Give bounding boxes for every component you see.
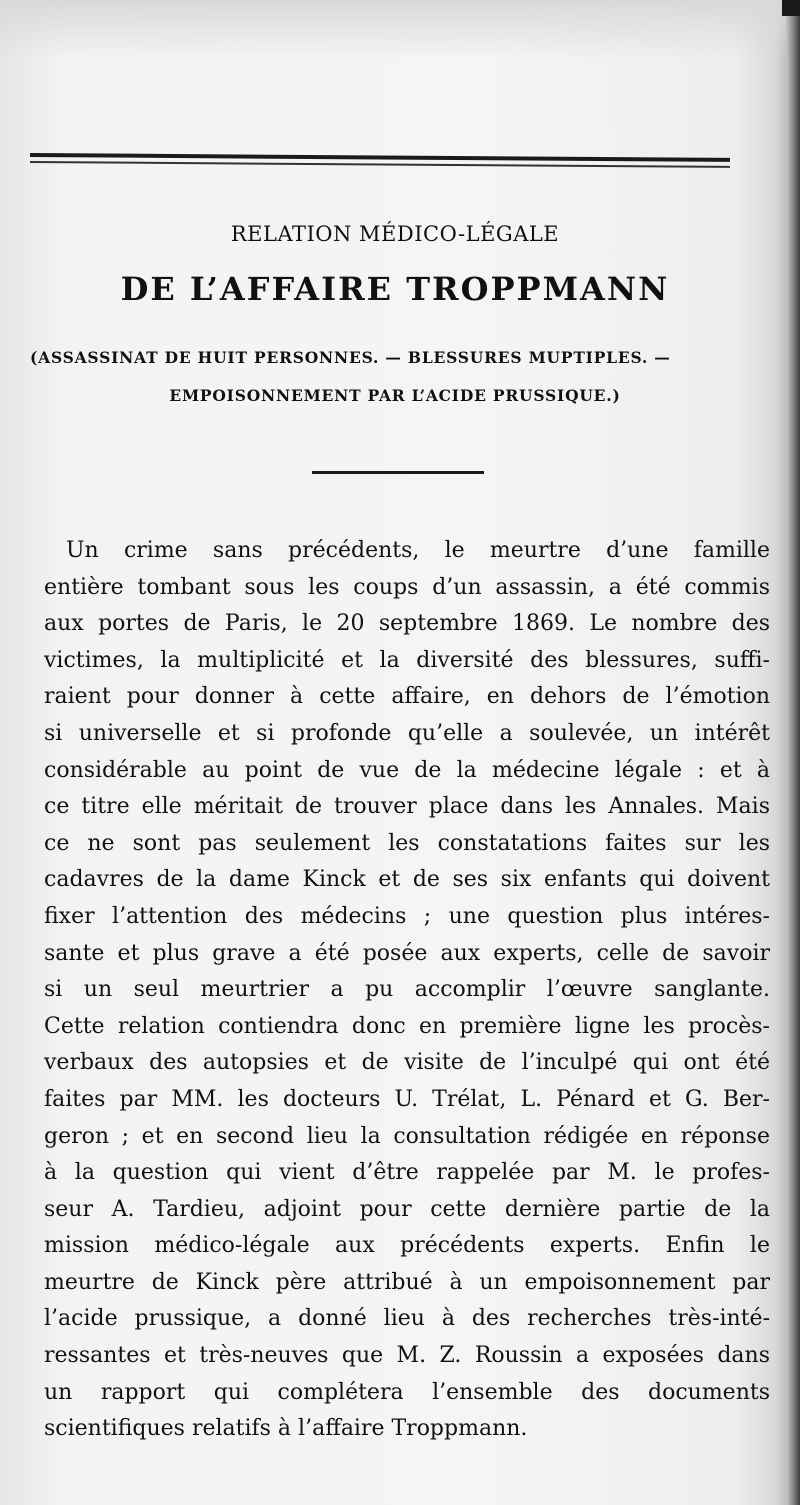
header-rule-thin	[30, 161, 730, 168]
body-line: ressantes et très-neuves que M. Z. Roussin a exposées dans	[44, 1343, 770, 1369]
body-line: aux portes de Paris, le 20 septembre 1869. Le nombre des	[44, 611, 770, 637]
body-line: geron ; et en second lieu la consultation rédigée en réponse	[44, 1123, 770, 1149]
body-line: cadavres de la dame Kinck et de ses six enfants qui doivent	[44, 867, 770, 893]
body-line: l’acide prussique, a donné lieu à des recherches très-inté-	[44, 1306, 770, 1332]
body-line: faites par MM. les docteurs U. Trélat, L. Pénard et G. Ber-	[44, 1086, 770, 1112]
body-line: mission médico-légale aux précédents experts. Enfin le	[44, 1233, 770, 1259]
body-line: Cette relation contiendra donc en première ligne les procès-	[44, 1013, 770, 1039]
body-line: Un crime sans précédents, le meurtre d’une famille	[66, 538, 770, 563]
body-line: ce ne sont pas seulement les constatations faites sur les	[44, 830, 770, 856]
body-line: si un seul meurtrier a pu accomplir l’œuvre sanglante.	[44, 977, 770, 1003]
body-line: meurtre de Kinck père attribué à un empoisonnement par	[44, 1269, 770, 1295]
body-line: verbaux des autopsies et de visite de l’inculpé qui ont été	[44, 1050, 770, 1076]
body-line: si universelle et si profonde qu’elle a soulevée, un intérêt	[44, 720, 770, 746]
subtitle-line-1: (ASSASSINAT DE HUIT PERSONNES. — BLESSURES MUPTIPLES. —	[30, 348, 671, 367]
body-line: seur A. Tardieu, adjoint pour cette dernière partie de la	[44, 1196, 770, 1222]
body-line: ce titre elle méritait de trouver place dans les Annales. Mais	[44, 794, 770, 820]
separator-rule	[312, 471, 484, 474]
body-line: raient pour donner à cette affaire, en dehors de l’émotion	[44, 684, 770, 710]
body-line: entière tombant sous les coups d’un assassin, a été commis	[44, 574, 770, 600]
body-line: sante et plus grave a été posée aux experts, celle de savoir	[44, 940, 770, 966]
page-title: DE L’AFFAIRE TROPPMANN	[120, 270, 670, 308]
body-line: considérable au point de vue de la médecine légale : et à	[44, 757, 770, 783]
subtitle-line-2: EMPOISONNEMENT PAR L’ACIDE PRUSSIQUE.)	[169, 386, 621, 405]
section-label: RELATION MÉDICO-LÉGALE	[230, 222, 560, 246]
body-line: à la question qui vient d’être rappelée par M. le profes-	[44, 1160, 770, 1186]
body-text	[44, 533, 770, 1448]
header-rule	[30, 153, 730, 162]
body-line: un rapport qui complétera l’ensemble des documents	[44, 1379, 770, 1405]
page-top-shadow	[0, 0, 800, 60]
body-line: victimes, la multiplicité et la diversité des blessures, suffi-	[44, 647, 770, 673]
corner-mark	[782, 0, 800, 16]
body-line: scientifiques relatifs à l’affaire Troppmann.	[44, 1416, 528, 1442]
body-line: fixer l’attention des médecins ; une question plus intéres-	[44, 903, 770, 929]
